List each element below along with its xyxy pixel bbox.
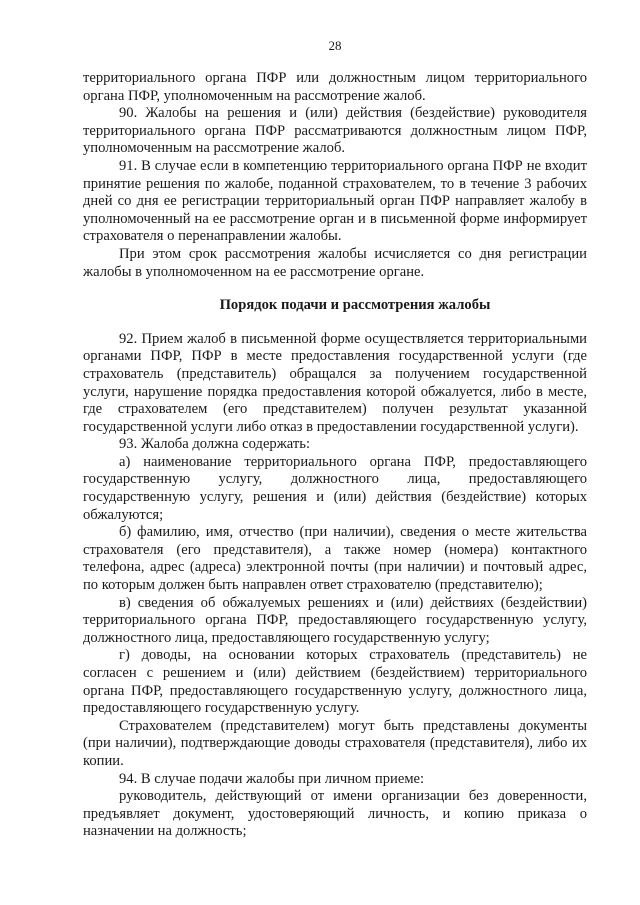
- paragraph-director: руководитель, действующий от имени организации без доверенности, предъявляет документ, удостоверяющий личность, и копию приказа о назначении на должность;: [83, 788, 587, 840]
- page-number: 28: [328, 38, 342, 53]
- section-heading: Порядок подачи и рассмотрения жалобы: [219, 297, 491, 314]
- list-item-a: а) наименование территориального органа ПФР, предоставляющего государственную услугу, должностного лица, предоставляющего государственную услугу, решения и (или) действия (бездействие) которых обжалуются;: [83, 453, 587, 523]
- paragraph-90: 90. Жалобы на решения и (или) действия (бездействие) руководителя территориального органа ПФР рассматриваются должностным лицом ПФР, уполномоченным на рассмотрение жалоб.: [83, 105, 587, 157]
- list-item-b: б) фамилию, имя, отчество (при наличии), сведения о месте жительства страхователя (его представителя), а также номер (номера) контактного телефона, адрес (адреса) электронной почты (при наличии) и почтовый адрес, по которым должен быть направлен ответ страхователю (представителю);: [83, 524, 587, 594]
- paragraph-continuation: территориального органа ПФР или должностным лицом территориального органа ПФР, уполномоченным на рассмотрение жалоб.: [83, 70, 587, 104]
- list-item-v: в) сведения об обжалуемых решениях и (или) действиях (бездействии) территориального органа ПФР, предоставляющего государственную услугу, должностного лица, предоставляющего государственную услугу;: [83, 594, 587, 646]
- paragraph-93: 93. Жалоба должна содержать:: [119, 436, 310, 453]
- paragraph-94: 94. В случае подачи жалобы при личном приеме:: [119, 770, 425, 787]
- paragraph-documents: Страхователем (представителем) могут быть представлены документы (при наличии), подтверждающие доводы страхователя (представителя), либо их копии.: [83, 717, 587, 769]
- paragraph-deadline: При этом срок рассмотрения жалобы исчисляется со дня регистрации жалобы в уполномоченном на ее рассмотрение органе.: [83, 245, 587, 280]
- paragraph-91: 91. В случае если в компетенцию территориального органа ПФР не входит принятие решения по жалобе, поданной страхователем, то в течение 3 рабочих дней со дня ее регистрации территориальный орган ПФР направляет жалобу в уполномоченный на ее рассмотрение орган и в письменной форме информирует страхователя о перенаправлении жалобы.: [83, 157, 587, 245]
- paragraph-92: 92. Прием жалоб в письменной форме осуществляется территориальными органами ПФР, ПФР в месте предоставления государственной услуги (где страхователь (представитель) обращался за получением государственной услуги, нарушение порядка предоставления которой обжалуется, либо в месте, где страхователем (его представителем) получен результат указанной государственной услуги либо отказ в предоставлении государственной услуги).: [83, 330, 587, 435]
- list-item-g: г) доводы, на основании которых страхователь (представитель) не согласен с решением и (или) действием (бездействием) территориального органа ПФР, предоставляющего государственную услугу, должностного лица, предоставляющего государственную услугу.: [83, 647, 587, 717]
